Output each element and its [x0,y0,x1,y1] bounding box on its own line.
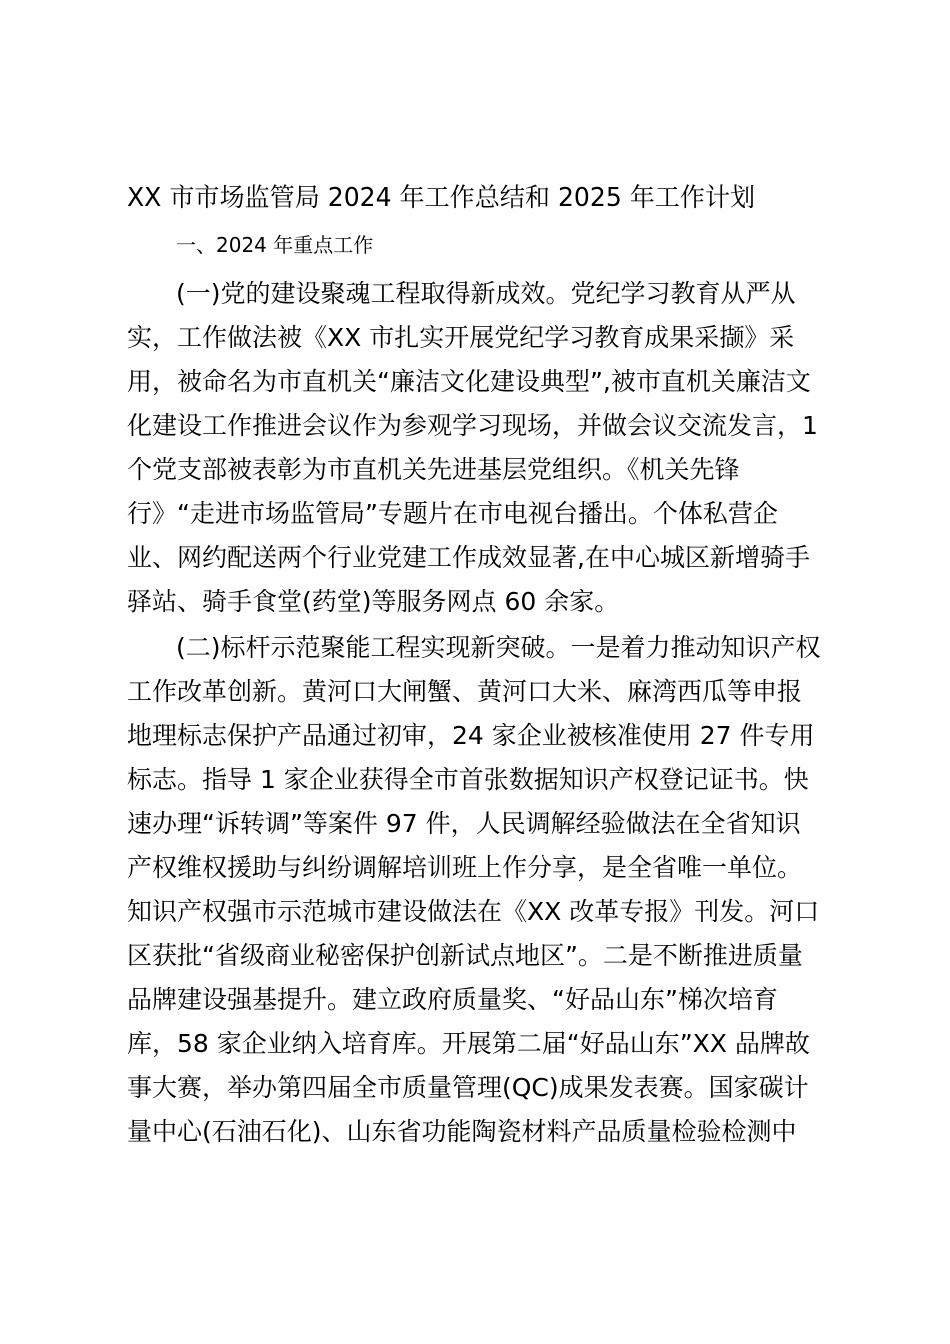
paragraph-line: 驿站、骑手食堂(药堂)等服务网点 60 余家。 [127,587,620,616]
paragraph-line: 事大赛，举办第四届全市质量管理(QC)成果发表赛。国家碳计 [127,1073,809,1102]
paragraph-line: (一)党的建设聚魂工程取得新成效。党纪学习教育从严从 [176,279,796,308]
paragraph-line: 区获批“省级商业秘密保护创新试点地区”。二是不断推进质量 [127,941,803,970]
paragraph-line: (二)标杆示范聚能工程实现新突破。一是着力推动知识产权 [176,633,821,662]
paragraph-line: 用，被命名为市直机关“廉洁文化建设典型”,被市直机关廉洁文 [127,367,811,396]
paragraph-line: 个党支部被表彰为市直机关先进基层党组织。《机关先锋 [127,455,740,484]
document-title: XX 市市场监管局 2024 年工作总结和 2025 年工作计划 [127,183,756,213]
paragraph-line: 速办理“诉转调”等案件 97 件，人民调解经验做法在全省知识 [127,809,801,838]
paragraph-line: 产权维权援助与纠纷调解培训班上作分享，是全省唯一单位。 [127,853,803,882]
paragraph-line: 业、网约配送两个行业党建工作成效显著,在中心城区新增骑手 [127,543,810,572]
paragraph-line: 量中心(石油石化)、山东省功能陶瓷材料产品质量检验检测中 [127,1117,797,1146]
paragraph-line: 工作改革创新。黄河口大闸蟹、黄河口大米、麻湾西瓜等申报 [127,677,803,706]
paragraph-line: 实，工作做法被《XX 市扎实开展党纪学习教育成果采撷》采 [127,323,795,352]
paragraph-line: 地理标志保护产品通过初审，24 家企业被核准使用 27 件专用 [127,721,815,750]
paragraph-line: 库，58 家企业纳入培育库。开展第二届“好品山东”XX 品牌故 [127,1029,810,1058]
paragraph-line: 行》“走进市场监管局”专题片在市电视台播出。个体私营企 [127,499,778,528]
paragraph-line: 标志。指导 1 家企业获得全市首张数据知识产权登记证书。快 [127,765,809,794]
paragraph-line: 化建设工作推进会议作为参观学习现场，并做会议交流发言，1 [127,411,818,440]
paragraph-line: 知识产权强市示范城市建设做法在《XX 改革专报》刊发。河口 [127,897,820,926]
section-heading: 一、2024 年重点工作 [176,233,374,257]
paragraph-line: 品牌建设强基提升。建立政府质量奖、“好品山东”梯次培育 [127,985,778,1014]
